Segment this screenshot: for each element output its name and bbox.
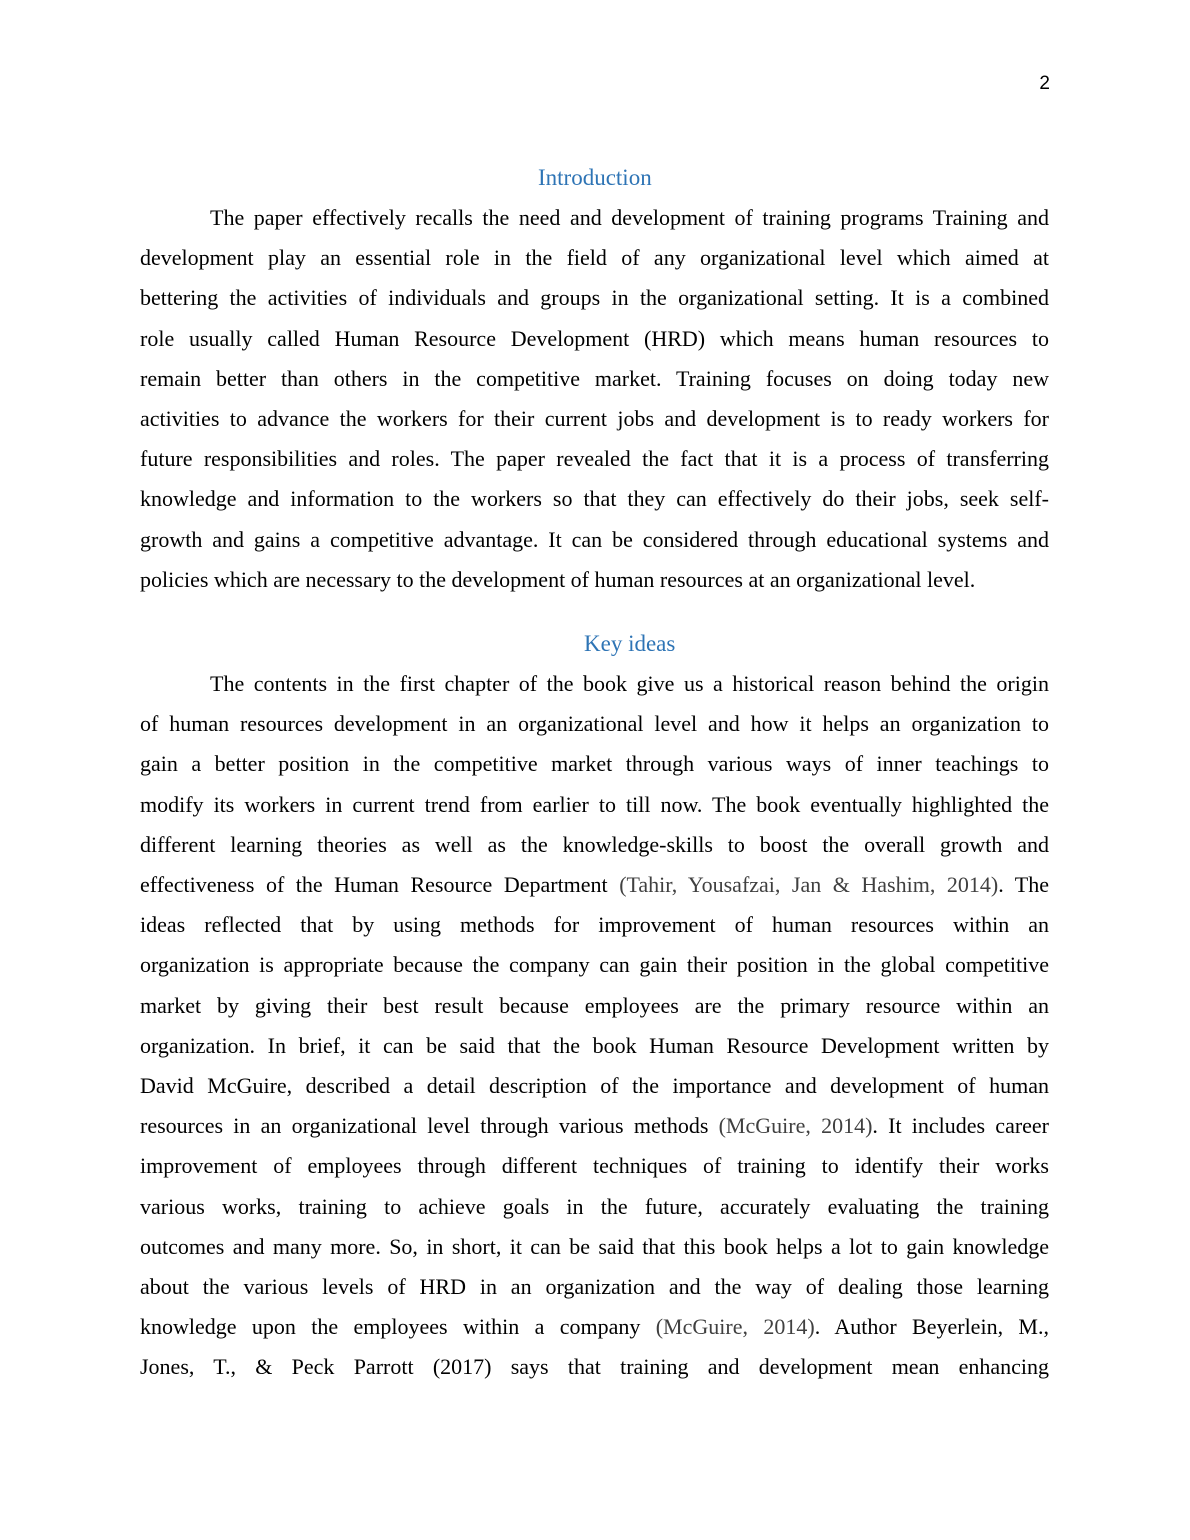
paragraph-line: remain better than others in the competitive market. Training focuses on doing today new — [140, 365, 1049, 391]
paragraph-line: of human resources development in an organizational level and how it helps an organization to — [140, 711, 1049, 737]
line-text: resources in an organizational level through various methods — [140, 1113, 719, 1139]
paragraph-line: outcomes and many more. So, in short, it can be said that this book helps a lot to gain knowledge — [140, 1233, 1049, 1259]
paragraph-line: market by giving their best result because employees are the primary resource within an — [140, 992, 1049, 1018]
paragraph-line: policies which are necessary to the development of human resources at an organizational level. — [140, 566, 976, 592]
paragraph-line: growth and gains a competitive advantage. It can be considered through educational systems and — [140, 526, 1049, 552]
paragraph-line: about the various levels of HRD in an organization and the way of dealing those learning — [140, 1274, 1049, 1300]
paragraph-line: ideas reflected that by using methods for improvement of human resources within an — [140, 912, 1049, 938]
line-text: . The — [998, 872, 1050, 898]
key-ideas-paragraph — [140, 664, 1049, 1388]
introduction-paragraph — [140, 198, 1049, 600]
line-text: . It includes career — [872, 1113, 1050, 1139]
paragraph-line: knowledge and information to the workers so that they can effectively do their jobs, seek self- — [140, 486, 1049, 512]
paragraph-line — [140, 865, 1049, 905]
paragraph-line: organization. In brief, it can be said that the book Human Resource Development written by — [140, 1032, 1049, 1058]
paragraph-line: activities to advance the workers for their current jobs and development is to ready workers for — [140, 406, 1049, 432]
citation: (Tahir, Yousafzai, Jan & Hashim, 2014) — [619, 872, 999, 898]
paragraph-line: David McGuire, described a detail description of the importance and development of human — [140, 1073, 1049, 1099]
paragraph-line: The paper effectively recalls the need and development of training programs Training and — [210, 205, 1049, 230]
line-text: . Author Beyerlein, M., — [814, 1314, 1049, 1340]
paragraph-line: different learning theories as well as the knowledge-skills to boost the overall growth and — [140, 831, 1049, 857]
paragraph-line: modify its workers in current trend from earlier to till now. The book eventually highlighted the — [140, 791, 1049, 817]
paragraph-line: gain a better position in the competitive market through various ways of inner teachings to — [140, 751, 1049, 777]
citation: (McGuire, 2014) — [718, 1113, 873, 1139]
paragraph-line — [140, 1106, 1049, 1146]
line-text: knowledge upon the employees within a company — [140, 1314, 656, 1340]
citation: (McGuire, 2014) — [655, 1314, 815, 1340]
section-heading-introduction: Introduction — [538, 165, 652, 190]
paragraph-line: The contents in the first chapter of the book give us a historical reason behind the origin — [210, 671, 1049, 696]
section-heading-key-ideas: Key ideas — [584, 631, 676, 656]
paragraph-line: improvement of employees through different techniques of training to identify their works — [140, 1153, 1049, 1179]
paragraph-line: future responsibilities and roles. The paper revealed the fact that it is a process of transferring — [140, 446, 1049, 472]
paragraph-line: organization is appropriate because the company can gain their position in the global competitive — [140, 952, 1049, 978]
paragraph-line — [140, 1307, 1049, 1347]
paragraph-line: bettering the activities of individuals and groups in the organizational setting. It is a combined — [140, 285, 1049, 311]
paragraph-line: development play an essential role in the field of any organizational level which aimed at — [140, 245, 1049, 271]
paragraph-line: Jones, T., & Peck Parrott (2017) says that training and development mean enhancing — [140, 1354, 1049, 1380]
page-number: 2 — [1039, 73, 1050, 94]
paragraph-line: role usually called Human Resource Development (HRD) which means human resources to — [140, 325, 1049, 351]
line-text: effectiveness of the Human Resource Department — [140, 872, 620, 898]
paragraph-line: various works, training to achieve goals in the future, accurately evaluating the training — [140, 1193, 1049, 1219]
